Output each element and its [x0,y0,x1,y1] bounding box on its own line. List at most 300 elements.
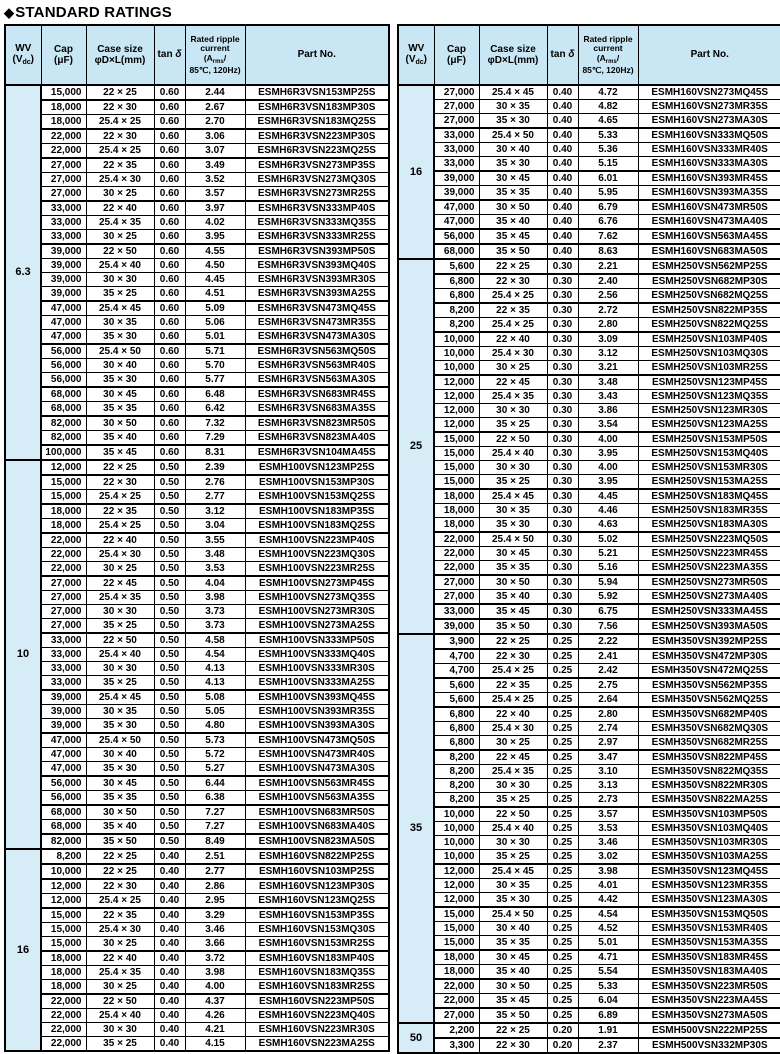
case-size-cell: 30 × 25 [479,361,547,376]
ripple-current-cell: 4.50 [185,259,245,273]
ripple-current-cell: 3.07 [185,144,245,159]
part-no-cell: ESMH350VSN682MR25S [638,736,780,751]
tan-delta-cell: 0.30 [547,289,578,304]
table-row [5,894,389,909]
cap-cell: 12,000 [41,879,86,894]
cap-cell: 22,000 [434,994,479,1009]
part-no-cell: ESMH100VSN183MQ25S [245,519,389,534]
cap-cell: 5,600 [434,693,479,708]
table-row [5,373,389,388]
ripple-current-cell: 5.09 [185,301,245,316]
part-no-cell: ESMH160VSN223MQ40S [245,1009,389,1023]
cap-cell: 39,000 [41,719,86,734]
tan-delta-cell: 0.60 [154,158,185,173]
tan-delta-cell: 0.30 [547,361,578,376]
case-size-cell: 35 × 35 [479,561,547,576]
standard-ratings-table-left [4,24,390,1052]
case-size-cell: 25.4 × 40 [86,259,154,273]
part-no-cell: ESMH250VSN223MR45S [638,547,780,561]
case-size-cell: 30 × 35 [479,504,547,518]
cap-cell: 27,000 [434,114,479,129]
ripple-current-cell: 2.42 [578,664,638,679]
tan-delta-cell: 0.25 [547,750,578,765]
cap-cell: 22,000 [41,994,86,1009]
ripple-current-cell: 4.00 [578,461,638,475]
cap-cell: 18,000 [434,950,479,965]
tan-delta-cell: 0.60 [154,201,185,216]
tan-delta-cell: 0.60 [154,287,185,302]
cap-cell: 33,000 [41,676,86,691]
cap-cell: 56,000 [41,776,86,791]
table-row [398,289,780,304]
part-no-cell: ESMH350VSN472MQ25S [638,664,780,679]
table-row [5,316,389,330]
cap-cell: 22,000 [41,1009,86,1023]
cap-cell: 82,000 [41,431,86,446]
cap-cell: 12,000 [434,893,479,908]
ripple-current-cell: 3.95 [185,230,245,245]
case-size-cell: 25.4 × 45 [86,301,154,316]
case-size-cell: 35 × 45 [479,994,547,1009]
part-no-cell: ESMH350VSN153MA35S [638,936,780,951]
table-row [5,562,389,577]
tan-delta-cell: 0.40 [154,951,185,966]
table-row [5,748,389,762]
table-row [398,447,780,461]
table-row [5,230,389,245]
ripple-current-cell: 3.57 [185,187,245,202]
cap-cell: 56,000 [41,359,86,373]
cap-cell: 33,000 [434,143,479,157]
ripple-current-cell: 3.98 [578,864,638,879]
cap-cell: 27,000 [434,1008,479,1023]
tan-delta-cell: 0.30 [547,390,578,404]
case-size-cell: 22 × 45 [479,375,547,390]
case-size-cell: 25.4 × 30 [479,722,547,736]
ripple-current-cell: 6.44 [185,776,245,791]
cap-cell: 68,000 [41,805,86,820]
part-no-cell: ESMH350VSN183MA40S [638,965,780,980]
case-size-cell: 25.4 × 50 [86,344,154,359]
table-row [398,475,780,490]
cap-cell: 18,000 [434,518,479,533]
case-size-cell: 30 × 30 [86,273,154,287]
tan-delta-cell: 0.20 [547,1023,578,1038]
case-size-cell: 22 × 35 [479,678,547,693]
case-size-cell: 25.4 × 25 [86,894,154,909]
case-size-cell: 25.4 × 45 [479,864,547,879]
cap-cell: 39,000 [434,619,479,634]
case-size-cell: 22 × 30 [86,100,154,115]
cap-cell: 33,000 [434,157,479,172]
tan-delta-cell: 0.30 [547,575,578,590]
ripple-current-cell: 3.57 [578,807,638,822]
ripple-current-cell: 2.44 [185,85,245,100]
tan-delta-cell: 0.50 [154,834,185,849]
case-size-cell: 35 × 25 [479,418,547,433]
case-size-cell: 25.4 × 30 [479,347,547,361]
ripple-current-cell: 3.53 [578,822,638,836]
case-size-cell: 25.4 × 45 [479,489,547,504]
case-size-cell: 30 × 40 [479,922,547,936]
part-no-cell: ESMH250VSN562MP25S [638,259,780,274]
tan-delta-cell: 0.50 [154,519,185,534]
cap-cell: 10,000 [434,836,479,850]
part-no-cell: ESMH350VSN183MR45S [638,950,780,965]
table-row [5,1023,389,1037]
wv-cell: 50 [398,1023,434,1053]
cap-cell: 27,000 [41,173,86,187]
case-size-cell: 25.4 × 35 [86,591,154,605]
ripple-current-cell: 5.54 [578,965,638,980]
part-no-cell: ESMH250VSN822MQ25S [638,318,780,333]
case-size-cell: 25.4 × 25 [86,490,154,505]
case-size-cell: 35 × 35 [86,402,154,417]
case-size-cell: 30 × 45 [86,776,154,791]
cap-cell: 12,000 [434,404,479,418]
cap-cell: 12,000 [434,864,479,879]
table-header [398,25,780,85]
table-row [5,791,389,806]
cap-cell: 15,000 [434,922,479,936]
tan-delta-cell: 0.30 [547,461,578,475]
table-row [5,994,389,1009]
ripple-current-cell: 4.54 [578,907,638,922]
part-no-cell: ESMH250VSN183MQ45S [638,489,780,504]
ripple-current-cell: 5.36 [578,143,638,157]
ripple-current-cell: 3.49 [185,158,245,173]
table-row [398,244,780,259]
ripple-current-cell: 5.15 [578,157,638,172]
case-size-cell: 22 × 45 [479,750,547,765]
part-no-cell: ESMH6R3VSN153MP25S [245,85,389,100]
case-size-cell: 22 × 35 [479,303,547,318]
case-size-cell: 35 × 25 [86,287,154,302]
ripple-current-cell: 4.55 [185,244,245,259]
tan-delta-cell: 0.50 [154,460,185,475]
table-row [5,100,389,115]
cap-cell: 15,000 [41,85,86,100]
case-size-cell: 22 × 35 [86,158,154,173]
voltage-section [398,85,780,259]
ripple-current-cell: 8.49 [185,834,245,849]
table-row [5,344,389,359]
voltage-section [5,460,389,849]
table-row [5,533,389,548]
ripple-current-cell: 5.95 [578,186,638,201]
part-no-cell: ESMH350VSN123MR35S [638,879,780,893]
tan-delta-cell: 0.25 [547,864,578,879]
table-row [5,705,389,719]
case-size-cell: 30 × 50 [86,416,154,431]
ripple-current-cell: 2.97 [578,736,638,751]
ripple-current-cell: 2.67 [185,100,245,115]
cap-cell: 27,000 [434,100,479,114]
ripple-current-cell: 3.72 [185,951,245,966]
table-row [398,619,780,634]
table-row [5,633,389,648]
cap-cell: 27,000 [41,576,86,591]
cap-cell: 33,000 [41,648,86,662]
diamond-icon: ◆ [4,5,15,20]
ripple-current-cell: 4.00 [185,980,245,995]
ripple-current-cell: 4.15 [185,1037,245,1052]
cap-cell: 3,300 [434,1038,479,1053]
tan-delta-cell: 0.40 [154,966,185,980]
case-size-cell: 25.4 × 50 [479,128,547,143]
table-row [398,532,780,547]
standard-ratings-table-right [397,24,780,1054]
case-size-cell: 30 × 25 [86,230,154,245]
ripple-current-cell: 4.46 [578,504,638,518]
ripple-current-cell: 4.54 [185,648,245,662]
part-no-cell: ESMH350VSN822MA25S [638,793,780,808]
case-size-cell: 22 × 25 [86,85,154,100]
part-no-cell: ESMH6R3VSN563MA30S [245,373,389,388]
part-no-cell: ESMH350VSN123MQ45S [638,864,780,879]
part-no-cell: ESMH350VSN392MP25S [638,634,780,649]
part-no-cell: ESMH160VSN393MR45S [638,171,780,186]
part-no-cell: ESMH160VSN393MA35S [638,186,780,201]
tan-delta-cell: 0.40 [154,1037,185,1052]
ripple-current-cell: 7.27 [185,805,245,820]
ripple-current-cell: 3.55 [185,533,245,548]
ripple-current-cell: 5.94 [578,575,638,590]
part-no-cell: ESMH6R3VSN823MA40S [245,431,389,446]
part-no-cell: ESMH6R3VSN333MQ35S [245,216,389,230]
case-size-cell: 22 × 50 [86,994,154,1009]
cap-cell: 12,000 [434,879,479,893]
cap-cell: 56,000 [41,373,86,388]
case-size-cell: 35 × 25 [479,850,547,865]
tan-delta-cell: 0.25 [547,664,578,679]
part-no-cell: ESMH350VSN822MR30S [638,779,780,793]
ripple-current-cell: 3.86 [578,404,638,418]
part-no-cell: ESMH250VSN682MP30S [638,274,780,289]
table-row [398,994,780,1009]
cap-cell: 47,000 [41,301,86,316]
part-no-cell: ESMH350VSN103MQ40S [638,822,780,836]
part-no-cell: ESMH250VSN183MA30S [638,518,780,533]
table-row [398,390,780,404]
col-header-ripple-current: Rated ripple current ($A_{rms}/$ 85℃, 120Hz) [578,25,638,85]
tan-delta-cell: 0.30 [547,303,578,318]
cap-cell: 6,800 [434,707,479,722]
part-no-cell: ESMH6R3VSN393MP50S [245,244,389,259]
table-row [398,114,780,129]
ripple-current-cell: 3.09 [578,332,638,347]
table-row [398,907,780,922]
tan-delta-cell: 0.40 [154,864,185,879]
ripple-current-cell: 4.80 [185,719,245,734]
part-no-cell: ESMH350VSN273MA50S [638,1008,780,1023]
table-row [398,318,780,333]
ripple-current-cell: 6.89 [578,1008,638,1023]
case-size-cell: 25.4 × 25 [86,115,154,130]
table-row [398,879,780,893]
page-title [0,0,780,24]
cap-cell: 18,000 [434,504,479,518]
ripple-current-cell: 3.06 [185,129,245,144]
tan-delta-cell: 0.60 [154,144,185,159]
table-row [5,273,389,287]
part-no-cell: ESMH6R3VSN683MR45S [245,387,389,402]
voltage-section [398,259,780,634]
table-row [5,402,389,417]
part-no-cell: ESMH350VSN682MQ30S [638,722,780,736]
cap-cell: 22,000 [434,979,479,994]
table-row [398,332,780,347]
tan-delta-cell: 0.60 [154,416,185,431]
case-size-cell: 25.4 × 35 [86,216,154,230]
table-row [398,722,780,736]
tan-delta-cell: 0.30 [547,318,578,333]
case-size-cell: 35 × 40 [479,965,547,980]
ripple-current-cell: 5.92 [578,590,638,605]
tan-delta-cell: 0.30 [547,489,578,504]
tan-delta-cell: 0.30 [547,332,578,347]
case-size-cell: 35 × 50 [86,834,154,849]
tan-delta-cell: 0.40 [154,937,185,952]
voltage-section [398,1023,780,1053]
tan-delta-cell: 0.50 [154,820,185,835]
table-row [5,605,389,619]
part-no-cell: ESMH100VSN223MR25S [245,562,389,577]
cap-cell: 27,000 [41,591,86,605]
ripple-current-cell: 7.27 [185,820,245,835]
ripple-current-cell: 2.56 [578,289,638,304]
case-size-cell: 35 × 25 [479,475,547,490]
cap-cell: 6,800 [434,274,479,289]
tan-delta-cell: 0.50 [154,605,185,619]
tan-delta-cell: 0.60 [154,216,185,230]
ripple-current-cell: 2.21 [578,259,638,274]
tan-delta-cell: 0.40 [547,85,578,100]
part-no-cell: ESMH6R3VSN273MP35S [245,158,389,173]
part-no-cell: ESMH160VSN183MR25S [245,980,389,995]
case-size-cell: 25.4 × 50 [86,733,154,748]
table-row [398,736,780,751]
part-no-cell: ESMH350VSN562MQ25S [638,693,780,708]
case-size-cell: 30 × 50 [479,200,547,215]
ripple-current-cell: 3.98 [185,966,245,980]
cap-cell: 56,000 [434,229,479,244]
cap-cell: 27,000 [434,85,479,100]
tan-delta-cell: 0.50 [154,719,185,734]
tan-delta-cell: 0.60 [154,129,185,144]
tan-delta-cell: 0.60 [154,273,185,287]
table-row [398,922,780,936]
tan-delta-cell: 0.50 [154,705,185,719]
ripple-current-cell: 3.21 [578,361,638,376]
cap-cell: 22,000 [41,1023,86,1037]
case-size-cell: 22 × 30 [86,879,154,894]
part-no-cell: ESMH6R3VSN563MQ50S [245,344,389,359]
table-row [398,807,780,822]
table-row [5,173,389,187]
part-no-cell: ESMH350VSN103MR30S [638,836,780,850]
case-size-cell: 30 × 25 [86,187,154,202]
case-size-cell: 35 × 30 [479,114,547,129]
part-no-cell: ESMH160VSN223MP50S [245,994,389,1009]
col-header-case-size: Case size φD×L(mm) [479,25,547,85]
case-size-cell: 30 × 40 [479,143,547,157]
part-no-cell: ESMH160VSN123MP30S [245,879,389,894]
ripple-current-cell: 1.91 [578,1023,638,1038]
table-row [398,693,780,708]
tan-delta-cell: 0.30 [547,375,578,390]
tan-delta-cell: 0.40 [547,114,578,129]
case-size-cell: 35 × 30 [479,157,547,172]
case-size-cell: 30 × 30 [86,662,154,676]
tan-delta-cell: 0.60 [154,115,185,130]
ripple-current-cell: 5.33 [578,128,638,143]
part-no-cell: ESMH350VSN103MA25S [638,850,780,865]
tan-delta-cell: 0.40 [547,100,578,114]
case-size-cell: 35 × 45 [86,445,154,460]
cap-cell: 22,000 [434,547,479,561]
table-row [5,519,389,534]
tan-delta-cell: 0.50 [154,633,185,648]
cap-cell: 10,000 [41,864,86,879]
table-row [398,229,780,244]
part-no-cell: ESMH6R3VSN683MA35S [245,402,389,417]
tan-delta-cell: 0.30 [547,475,578,490]
part-no-cell: ESMH100VSN333MP50S [245,633,389,648]
part-no-cell: ESMH160VSN183MQ35S [245,966,389,980]
part-no-cell: ESMH6R3VSN333MP40S [245,201,389,216]
part-no-cell: ESMH100VSN223MQ30S [245,548,389,562]
tan-delta-cell: 0.25 [547,722,578,736]
part-no-cell: ESMH160VSN223MA25S [245,1037,389,1052]
case-size-cell: 25.4 × 50 [479,907,547,922]
tan-delta-cell: 0.60 [154,85,185,100]
cap-cell: 4,700 [434,649,479,664]
case-size-cell: 22 × 45 [86,576,154,591]
voltage-section [5,849,389,1051]
case-size-cell: 22 × 50 [86,244,154,259]
cap-cell: 39,000 [434,171,479,186]
ripple-current-cell: 2.73 [578,793,638,808]
table-row [398,461,780,475]
case-size-cell: 35 × 50 [479,619,547,634]
ripple-current-cell: 4.45 [185,273,245,287]
table-row [398,274,780,289]
part-no-cell: ESMH350VSN472MP30S [638,649,780,664]
ripple-current-cell: 2.64 [578,693,638,708]
tan-delta-cell: 0.25 [547,707,578,722]
table-row [5,923,389,937]
cap-cell: 10,000 [434,822,479,836]
cap-cell: 22,000 [41,548,86,562]
tan-delta-cell: 0.60 [154,173,185,187]
tan-delta-cell: 0.40 [154,994,185,1009]
table-row [5,937,389,952]
table-row [398,779,780,793]
table-row [398,649,780,664]
case-size-cell: 25.4 × 40 [86,1009,154,1023]
tan-delta-cell: 0.25 [547,965,578,980]
tan-delta-cell: 0.50 [154,748,185,762]
table-row [398,418,780,433]
table-row [5,548,389,562]
wv-cell: 16 [5,849,41,1051]
case-size-cell: 22 × 25 [479,259,547,274]
tan-delta-cell: 0.50 [154,490,185,505]
tan-delta-cell: 0.60 [154,373,185,388]
ripple-current-cell: 2.51 [185,849,245,864]
tan-delta-cell: 0.25 [547,793,578,808]
